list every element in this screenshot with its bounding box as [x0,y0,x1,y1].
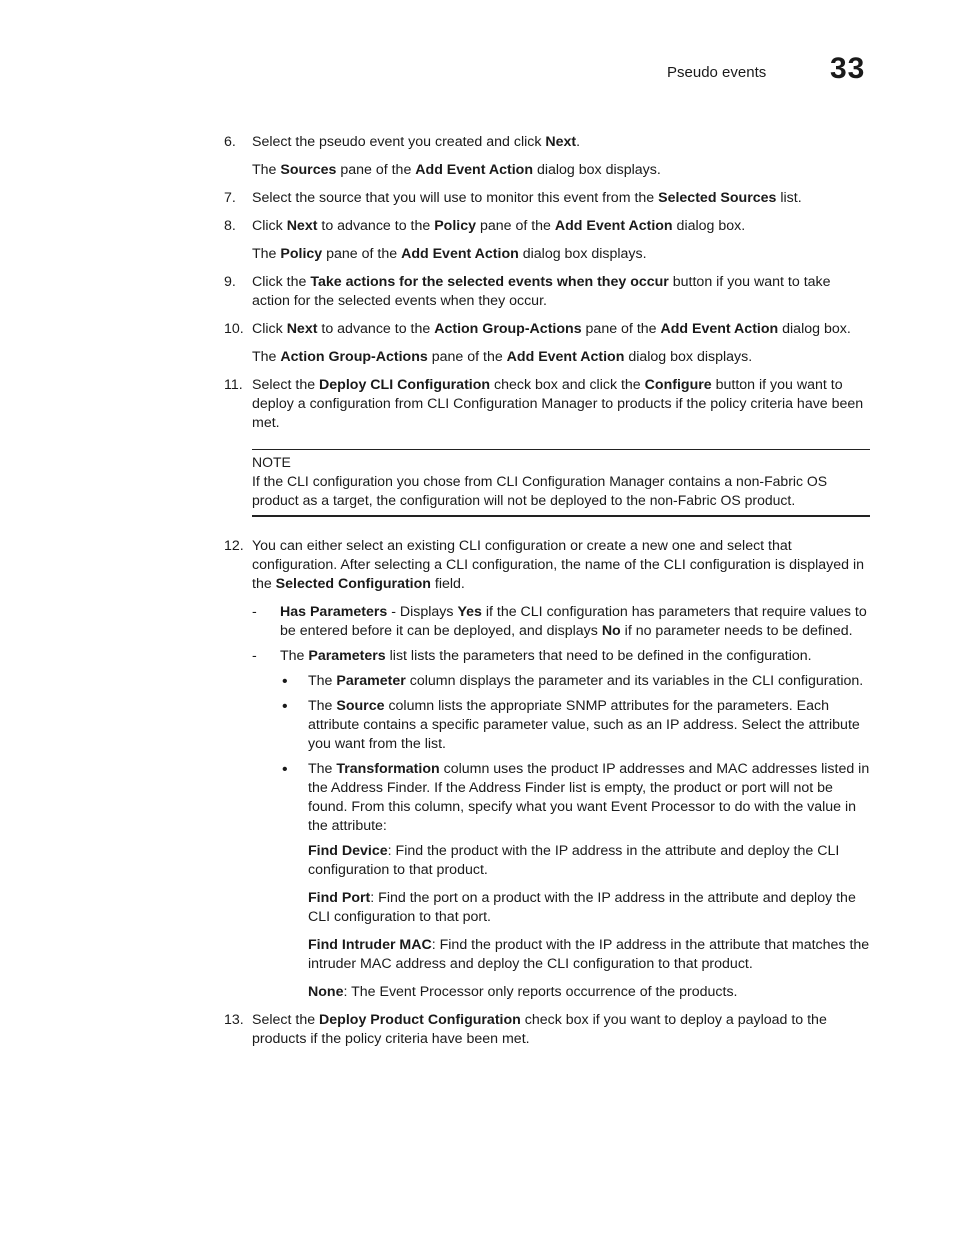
option-find-device [224,842,870,880]
text: to advance to the [317,321,435,337]
text: Select the source that you will use to monitor this event from the [252,190,659,206]
ui-term: Add Event Action [506,349,625,365]
step-number: 12. [224,538,244,554]
text: pane of the [322,246,402,262]
text: button if you want to take action for the selected events when they occur. [252,274,831,309]
ui-term: Next [286,218,318,234]
text: Click the [252,274,311,290]
ui-term: Selected Sources [658,190,777,206]
text: dialog box displays. [518,246,647,262]
text: : The Event Processor only reports occurrence of the products. [343,984,738,1000]
ui-term: Yes [457,604,482,620]
ui-term: Next [286,321,318,337]
step-number: 9. [224,274,236,290]
text: check box if you want to deploy a payload to the products if the policy criteria have been met. [252,1012,827,1047]
text: button if you want to deploy a configuration from CLI Configuration Manager to products if the policy criteria have been met. [252,377,864,431]
text: column lists the appropriate SNMP attributes for the parameters. Each attribute contains a specific parameter value, such as an IP address. Select the attribute you want from the list. [308,698,860,752]
ui-term: Transformation [336,761,440,777]
ui-term: Find Port [308,890,371,906]
dash-marker: - [252,648,257,664]
text: list lists the parameters that need to be defined in the configuration. [385,648,812,664]
text: The [252,162,281,178]
step-number: 7. [224,190,236,206]
note-text: If the CLI configuration you chose from CLI Configuration Manager contains a non-Fabric OS product as a target, the configuration will not be deployed to the non-Fabric OS product. [252,473,828,508]
text: The [308,761,337,777]
ui-term: Next [545,134,577,150]
text: dialog box. [672,218,746,234]
dash-item-parameters [224,647,870,666]
text: to advance to the [317,218,435,234]
text: dialog box. [778,321,851,337]
text: . [576,134,581,150]
text: Select the [252,1012,320,1028]
bullet-parameter [224,672,870,691]
dash-item-has-parameters [224,603,870,641]
bullet-marker: • [282,761,288,778]
text: check box and click the [490,377,645,393]
option-find-intruder-mac [224,936,870,974]
ui-term: Find Intruder MAC [308,937,432,953]
text: The [308,698,337,714]
ui-term: Take actions for the selected events when they occur [310,274,669,290]
option-none [224,983,870,1002]
step-number: 11. [224,377,243,393]
step-13 [224,1011,870,1049]
ui-term: Action Group-Actions [280,349,428,365]
ui-term: Action Group-Actions [434,321,582,337]
bullet-marker: • [282,698,288,715]
text: column displays the parameter and its variables in the CLI configuration. [405,673,864,689]
option-find-port [224,889,870,927]
ui-term: Add Event Action [415,162,533,178]
step-10-result [224,348,870,367]
step-11 [224,376,870,433]
step-12 [224,537,870,594]
text: if the CLI configuration has parameters that require values to be entered before it can be deployed, and displays [280,604,867,639]
text: The [252,349,281,365]
text: Select the pseudo event you created and click [252,134,546,150]
text: list. [776,190,802,206]
text: pane of the [476,218,555,234]
page-content [224,133,870,1049]
text: : Find the port on a product with the IP address in the attribute and deploy the CLI configuration to that port. [308,890,856,925]
ui-term: Has Parameters [280,604,388,620]
ui-term: Deploy CLI Configuration [319,377,491,393]
note-label: NOTE [252,454,291,470]
bullet-marker: • [282,673,288,690]
text: pane of the [427,349,507,365]
step-6-result [224,161,870,180]
step-number: 10. [224,321,244,337]
text: dialog box displays. [624,349,753,365]
ui-term: Source [336,698,385,714]
running-header-section: Pseudo events [667,64,767,81]
step-8-result [224,245,870,264]
text: dialog box displays. [533,162,661,178]
step-number: 8. [224,218,236,234]
ui-term: None [308,984,344,1000]
text: field. [430,576,465,592]
ui-term: Add Event Action [660,321,779,337]
ui-term: Deploy Product Configuration [319,1012,521,1028]
ui-term: Add Event Action [554,218,673,234]
step-number: 6. [224,134,236,150]
step-number: 13. [224,1012,244,1028]
ui-term: Sources [280,162,337,178]
text: pane of the [336,162,416,178]
ui-term: Add Event Action [401,246,519,262]
text: You can either select an existing CLI configuration or create a new one and select that configuration. After selecting a CLI configuration, the name of the CLI configuration is displayed in the [252,538,865,592]
note-box [252,449,870,517]
step-9 [224,273,870,311]
ui-term: Configure [644,377,712,393]
bullet-transformation [224,760,870,836]
ui-term: Policy [434,218,476,234]
step-7 [224,189,870,208]
text: Click [252,321,287,337]
text: pane of the [581,321,661,337]
text: - Displays [387,604,458,620]
dash-marker: - [252,604,257,620]
text: Select the [252,377,320,393]
text: : Find the product with the IP address in the attribute that matches the intruder MAC address and deploy the CLI configuration to that product. [308,937,870,972]
step-10 [224,320,870,339]
text: if no parameter needs to be defined. [620,623,853,639]
bullet-source [224,697,870,754]
ui-term: Find Device [308,843,388,859]
ui-term: Parameter [336,673,406,689]
text: The [280,648,309,664]
text: The [252,246,281,262]
text: : Find the product with the IP address in the attribute and deploy the CLI configuration to that product. [308,843,840,878]
ui-term: Parameters [308,648,386,664]
ui-term: Selected Configuration [275,576,431,592]
step-8 [224,217,870,236]
chapter-number: 33 [830,52,866,85]
step-6 [224,133,870,152]
text: column uses the product IP addresses and MAC addresses listed in the Address Finder. If the Address Finder list is empty, the product or port will not be found. From this column, specify what you want Event Processor to do with the value in the attribute: [308,761,870,834]
ui-term: No [601,623,621,639]
text: Click [252,218,287,234]
ui-term: Policy [280,246,323,262]
text: The [308,673,337,689]
